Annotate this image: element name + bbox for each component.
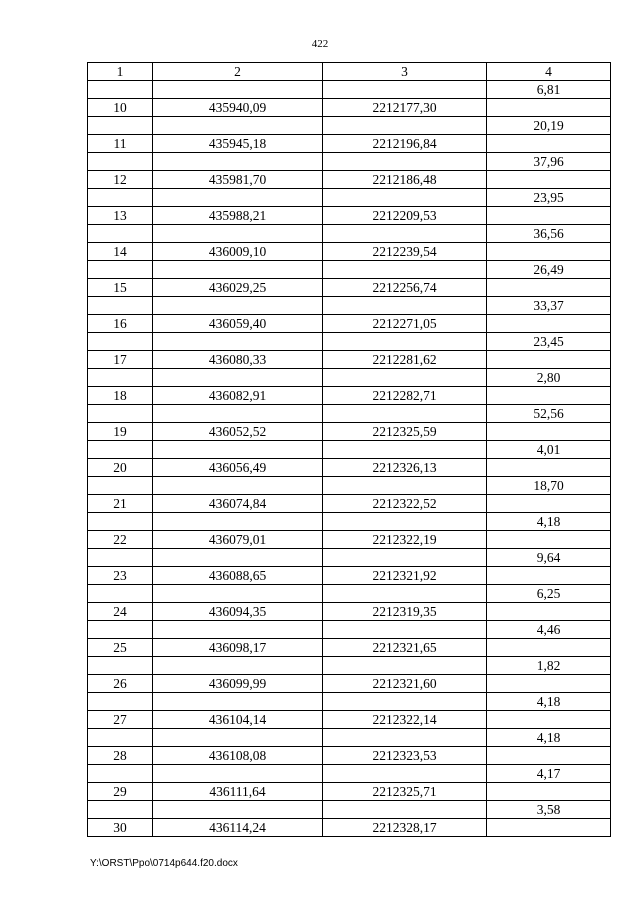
table-row [88, 711, 611, 729]
x-coordinate-cell [153, 117, 323, 135]
distance-cell [487, 315, 611, 333]
y-coordinate-cell: 2212321,65 [323, 639, 487, 657]
distance-cell: 2,80 [487, 369, 611, 387]
distance-cell: 4,46 [487, 621, 611, 639]
distance-cell [487, 603, 611, 621]
distance-cell: 1,82 [487, 657, 611, 675]
table-row [88, 99, 611, 117]
x-coordinate-cell [153, 693, 323, 711]
table-row [88, 603, 611, 621]
x-coordinate-cell [153, 441, 323, 459]
y-coordinate-cell: 2212282,71 [323, 387, 487, 405]
point-number-cell: 14 [88, 243, 153, 261]
x-coordinate-cell [153, 405, 323, 423]
table-row [88, 549, 611, 567]
point-number-cell: 20 [88, 459, 153, 477]
table-row [88, 531, 611, 549]
y-coordinate-cell [323, 513, 487, 531]
table-row [88, 639, 611, 657]
table-row [88, 747, 611, 765]
y-coordinate-cell [323, 441, 487, 459]
page-number: 422 [311, 38, 329, 50]
point-number-cell [88, 189, 153, 207]
point-number-cell: 24 [88, 603, 153, 621]
point-number-cell: 17 [88, 351, 153, 369]
x-coordinate-cell: 435981,70 [153, 171, 323, 189]
column-header: 4 [487, 63, 611, 81]
distance-cell [487, 675, 611, 693]
point-number-cell: 15 [88, 279, 153, 297]
point-number-cell [88, 441, 153, 459]
table-row [88, 459, 611, 477]
point-number-cell: 28 [88, 747, 153, 765]
y-coordinate-cell: 2212325,59 [323, 423, 487, 441]
point-number-cell: 19 [88, 423, 153, 441]
table-row [88, 171, 611, 189]
distance-cell: 4,18 [487, 729, 611, 747]
table-row [88, 765, 611, 783]
x-coordinate-cell [153, 189, 323, 207]
distance-cell: 18,70 [487, 477, 611, 495]
point-number-cell [88, 81, 153, 99]
point-number-cell [88, 333, 153, 351]
x-coordinate-cell: 436111,64 [153, 783, 323, 801]
y-coordinate-cell: 2212322,19 [323, 531, 487, 549]
distance-cell: 6,81 [487, 81, 611, 99]
x-coordinate-cell: 436082,91 [153, 387, 323, 405]
table-row [88, 135, 611, 153]
table-row [88, 567, 611, 585]
table-row [88, 513, 611, 531]
point-number-cell [88, 261, 153, 279]
y-coordinate-cell [323, 153, 487, 171]
y-coordinate-cell: 2212281,62 [323, 351, 487, 369]
point-number-cell [88, 225, 153, 243]
distance-cell [487, 819, 611, 837]
point-number-cell: 16 [88, 315, 153, 333]
distance-cell: 23,95 [487, 189, 611, 207]
table-row [88, 225, 611, 243]
point-number-cell [88, 117, 153, 135]
distance-cell: 9,64 [487, 549, 611, 567]
y-coordinate-cell [323, 585, 487, 603]
x-coordinate-cell [153, 513, 323, 531]
x-coordinate-cell: 435988,21 [153, 207, 323, 225]
y-coordinate-cell: 2212322,52 [323, 495, 487, 513]
y-coordinate-cell [323, 477, 487, 495]
table-row [88, 369, 611, 387]
distance-cell [487, 423, 611, 441]
table-row [88, 243, 611, 261]
x-coordinate-cell: 436094,35 [153, 603, 323, 621]
y-coordinate-cell: 2212321,60 [323, 675, 487, 693]
x-coordinate-cell [153, 81, 323, 99]
y-coordinate-cell: 2212325,71 [323, 783, 487, 801]
table-row [88, 351, 611, 369]
point-number-cell: 10 [88, 99, 153, 117]
table-row [88, 81, 611, 99]
point-number-cell [88, 405, 153, 423]
x-coordinate-cell: 436104,14 [153, 711, 323, 729]
column-header: 1 [88, 63, 153, 81]
distance-cell: 37,96 [487, 153, 611, 171]
point-number-cell: 23 [88, 567, 153, 585]
distance-cell [487, 243, 611, 261]
y-coordinate-cell [323, 765, 487, 783]
distance-cell [487, 351, 611, 369]
distance-cell [487, 711, 611, 729]
point-number-cell [88, 765, 153, 783]
y-coordinate-cell [323, 117, 487, 135]
y-coordinate-cell: 2212319,35 [323, 603, 487, 621]
table-row [88, 117, 611, 135]
point-number-cell [88, 729, 153, 747]
distance-cell [487, 531, 611, 549]
y-coordinate-cell: 2212323,53 [323, 747, 487, 765]
point-number-cell: 25 [88, 639, 153, 657]
x-coordinate-cell [153, 225, 323, 243]
x-coordinate-cell [153, 477, 323, 495]
y-coordinate-cell [323, 261, 487, 279]
y-coordinate-cell: 2212326,13 [323, 459, 487, 477]
distance-cell: 20,19 [487, 117, 611, 135]
y-coordinate-cell [323, 621, 487, 639]
point-number-cell: 26 [88, 675, 153, 693]
table-header-row [88, 63, 611, 81]
x-coordinate-cell [153, 585, 323, 603]
table-row [88, 315, 611, 333]
point-number-cell [88, 585, 153, 603]
distance-cell: 3,58 [487, 801, 611, 819]
distance-cell: 4,18 [487, 693, 611, 711]
file-path-footer: Y:\ORST\Ppo\0714p644.f20.docx [90, 858, 238, 869]
y-coordinate-cell [323, 369, 487, 387]
distance-cell: 26,49 [487, 261, 611, 279]
point-number-cell [88, 549, 153, 567]
y-coordinate-cell [323, 333, 487, 351]
x-coordinate-cell: 436099,99 [153, 675, 323, 693]
table-row [88, 693, 611, 711]
distance-cell: 4,01 [487, 441, 611, 459]
distance-cell [487, 495, 611, 513]
x-coordinate-cell: 436009,10 [153, 243, 323, 261]
x-coordinate-cell [153, 765, 323, 783]
x-coordinate-cell [153, 153, 323, 171]
distance-cell [487, 639, 611, 657]
table-row [88, 585, 611, 603]
y-coordinate-cell: 2212271,05 [323, 315, 487, 333]
point-number-cell: 29 [88, 783, 153, 801]
table-row [88, 495, 611, 513]
x-coordinate-cell [153, 729, 323, 747]
distance-cell [487, 171, 611, 189]
x-coordinate-cell: 436059,40 [153, 315, 323, 333]
table-row [88, 477, 611, 495]
y-coordinate-cell: 2212328,17 [323, 819, 487, 837]
column-header: 3 [323, 63, 487, 81]
column-header: 2 [153, 63, 323, 81]
y-coordinate-cell [323, 657, 487, 675]
table-body [88, 81, 611, 837]
point-number-cell: 13 [88, 207, 153, 225]
x-coordinate-cell [153, 621, 323, 639]
point-number-cell: 30 [88, 819, 153, 837]
y-coordinate-cell: 2212322,14 [323, 711, 487, 729]
table-row [88, 801, 611, 819]
point-number-cell: 22 [88, 531, 153, 549]
point-number-cell [88, 801, 153, 819]
distance-cell: 23,45 [487, 333, 611, 351]
y-coordinate-cell: 2212186,48 [323, 171, 487, 189]
point-number-cell [88, 621, 153, 639]
table-row [88, 405, 611, 423]
distance-cell: 33,37 [487, 297, 611, 315]
table-row [88, 297, 611, 315]
coordinates-table [87, 62, 611, 837]
y-coordinate-cell: 2212177,30 [323, 99, 487, 117]
x-coordinate-cell [153, 261, 323, 279]
distance-cell [487, 99, 611, 117]
distance-cell [487, 747, 611, 765]
distance-cell [487, 387, 611, 405]
point-number-cell [88, 153, 153, 171]
distance-cell [487, 459, 611, 477]
distance-cell [487, 279, 611, 297]
distance-cell: 4,17 [487, 765, 611, 783]
x-coordinate-cell: 436114,24 [153, 819, 323, 837]
table-row [88, 657, 611, 675]
y-coordinate-cell [323, 729, 487, 747]
table-row [88, 783, 611, 801]
x-coordinate-cell: 436108,08 [153, 747, 323, 765]
table-row [88, 819, 611, 837]
table-row [88, 675, 611, 693]
x-coordinate-cell [153, 801, 323, 819]
table-row [88, 279, 611, 297]
table-row [88, 261, 611, 279]
y-coordinate-cell [323, 81, 487, 99]
y-coordinate-cell [323, 297, 487, 315]
table-row [88, 729, 611, 747]
x-coordinate-cell [153, 333, 323, 351]
table-row [88, 333, 611, 351]
x-coordinate-cell [153, 369, 323, 387]
x-coordinate-cell: 435940,09 [153, 99, 323, 117]
y-coordinate-cell: 2212239,54 [323, 243, 487, 261]
y-coordinate-cell: 2212256,74 [323, 279, 487, 297]
table-row [88, 621, 611, 639]
table-row [88, 189, 611, 207]
x-coordinate-cell: 436079,01 [153, 531, 323, 549]
point-number-cell: 18 [88, 387, 153, 405]
table-row [88, 441, 611, 459]
point-number-cell [88, 693, 153, 711]
x-coordinate-cell: 436056,49 [153, 459, 323, 477]
point-number-cell [88, 657, 153, 675]
distance-cell [487, 567, 611, 585]
table-row [88, 423, 611, 441]
x-coordinate-cell: 436052,52 [153, 423, 323, 441]
x-coordinate-cell: 436088,65 [153, 567, 323, 585]
x-coordinate-cell: 436029,25 [153, 279, 323, 297]
point-number-cell [88, 477, 153, 495]
distance-cell: 52,56 [487, 405, 611, 423]
distance-cell: 4,18 [487, 513, 611, 531]
distance-cell [487, 783, 611, 801]
y-coordinate-cell: 2212321,92 [323, 567, 487, 585]
y-coordinate-cell [323, 801, 487, 819]
distance-cell [487, 135, 611, 153]
x-coordinate-cell [153, 297, 323, 315]
y-coordinate-cell [323, 405, 487, 423]
x-coordinate-cell: 436098,17 [153, 639, 323, 657]
point-number-cell: 21 [88, 495, 153, 513]
x-coordinate-cell [153, 657, 323, 675]
distance-cell [487, 207, 611, 225]
table-row [88, 387, 611, 405]
y-coordinate-cell: 2212209,53 [323, 207, 487, 225]
point-number-cell [88, 513, 153, 531]
point-number-cell: 11 [88, 135, 153, 153]
y-coordinate-cell [323, 189, 487, 207]
table-row [88, 153, 611, 171]
distance-cell: 6,25 [487, 585, 611, 603]
x-coordinate-cell: 435945,18 [153, 135, 323, 153]
y-coordinate-cell [323, 693, 487, 711]
point-number-cell: 27 [88, 711, 153, 729]
x-coordinate-cell [153, 549, 323, 567]
point-number-cell [88, 297, 153, 315]
point-number-cell [88, 369, 153, 387]
y-coordinate-cell [323, 225, 487, 243]
distance-cell: 36,56 [487, 225, 611, 243]
y-coordinate-cell [323, 549, 487, 567]
x-coordinate-cell: 436074,84 [153, 495, 323, 513]
point-number-cell: 12 [88, 171, 153, 189]
x-coordinate-cell: 436080,33 [153, 351, 323, 369]
table-row [88, 207, 611, 225]
y-coordinate-cell: 2212196,84 [323, 135, 487, 153]
